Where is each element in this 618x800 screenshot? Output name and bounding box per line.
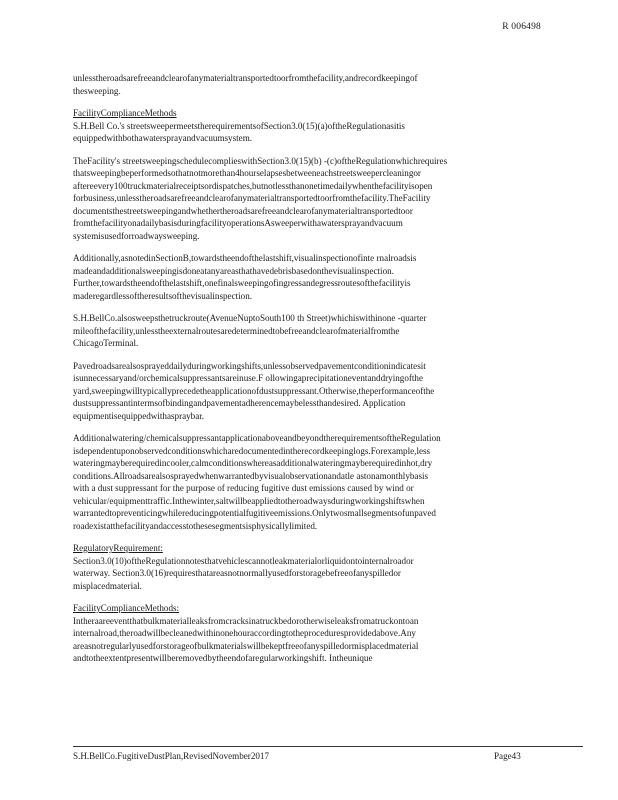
- text-line: misplacedmaterial.: [73, 580, 142, 591]
- text-line: systemisusedforroadwaysweeping.: [73, 230, 200, 241]
- bates-number: R 006498: [502, 22, 541, 32]
- paragraph: [73, 155, 547, 243]
- text-line: waterway. Section3.0(16)requiresthatareasnotnormallyusedforstoragebefreeofanyspilledor: [73, 568, 401, 578]
- text-line: fromthefacilityonadailybasisduringfacilityoperationsAsweeperwithawatersprayandvacuum: [73, 218, 403, 228]
- paragraph: [73, 602, 547, 665]
- paragraph: [73, 312, 547, 350]
- text-line: Intheraareeventthatbulkmaterialleaksfromcracksinatruckbedorotherwiseleaksfromatruckontoan: [73, 615, 419, 626]
- text-line: areasnotregularlyusedforstorageofbulkmaterialswillbekeptfreeofanyspilledormisplacedmaterial: [73, 640, 419, 651]
- text-line: isunnecessaryand/orchemicalsuppressantsareinuse.F ollowingaprecipitationeventanddryingofthe: [73, 373, 424, 383]
- paragraph: [73, 252, 547, 302]
- footer-document-title: S.H.BellCo.FugitiveDustPlan,RevisedNovember2017: [73, 751, 270, 761]
- text-line: thesweeping.: [73, 85, 121, 96]
- text-line: dustsuppressantintermsofbindingandpavementadherencemaybelessthandesired. Application: [73, 398, 406, 408]
- text-line: Pavedroadsarealsosprayeddailyduringworkingshifts,unlessobservedpavementconditionindicatesit: [73, 360, 426, 371]
- text-line: ChicagoTerminal.: [73, 338, 139, 348]
- text-line: forbusiness,unlesstheroadsarefreeandclearofanymaterialtransportedtoorfromthefacility.TheFacility: [73, 193, 431, 203]
- footer-divider: [73, 746, 583, 747]
- section-heading: RegulatoryRequirement:: [73, 543, 163, 553]
- text-line: Further,towardstheendofthelastshift,onefinalsweepingofingressandegressroutesofthefacilityis: [73, 278, 411, 288]
- text-line: mileofthefacility,unlesstheexternalroutesaredeterminedtobefreeandclearofmaterialfromthe: [73, 325, 400, 336]
- text-line: isdependentuponobservedconditionswhicharedocumentedintherecordkeepinglogs.Forexample,less: [73, 445, 431, 456]
- text-line: Section3.0(10)oftheRegulationnotesthatvehiclescannotleakmaterialorliquidontointernalroador: [73, 555, 414, 566]
- text-line: wateringmayberequiredincooler,calmconditionswhereasadditionalwateringmayberequiredinhot,dry: [73, 458, 433, 468]
- text-line: Additionalwatering/chemicalsuppressantapplicationaboveandbeyondtherequirementsoftheRegulation: [73, 433, 441, 443]
- text-line: TheFacility's streetsweepingschedulecomplieswithSection3.0(15)(b) -(c)oftheRegulationwhichrequires: [73, 155, 448, 166]
- text-line: yard,sweepingwilltypicallyprecedetheapplicationofdustsuppressant.Otherwise,theperformanceofthe: [73, 385, 435, 396]
- paragraph: [73, 107, 547, 145]
- paragraph: [73, 542, 547, 592]
- paragraph: [73, 72, 547, 97]
- text-line: madeandadditionalsweepingisdoneatanyareasthathavedebrisbasedonthevisualinspection.: [73, 265, 394, 276]
- text-line: Additionally,asnotedinSectionB,towardstheendofthelastshift,visualinspectionofinte rnalroadsis: [73, 253, 417, 263]
- paragraph: [73, 432, 547, 532]
- text-line: andtotheextentpresentwillberemovedbytheendofaregularworkingshift. Intheunique: [73, 653, 373, 663]
- paragraph: [73, 360, 547, 423]
- section-heading: FacilityComplianceMethods:: [73, 603, 180, 613]
- section-heading: FacilityComplianceMethods: [73, 108, 177, 118]
- text-line: equipmentisequippedwithaspraybar.: [73, 410, 205, 421]
- text-line: unlesstheroadsarefreeandclearofanymaterialtransportedtoorfromthefacility,andrecordkeepingof: [73, 73, 418, 83]
- document-body: [73, 72, 547, 675]
- text-line: equippedwithbothawatersprayandvacuumsystem.: [73, 133, 253, 143]
- text-line: documentsthestreetsweepingandwhethertheroadsarefreeandclearofanymaterialtransportedtoor: [73, 205, 413, 216]
- text-line: S.H.Bell Co.'s streetsweepermeetstherequirementsofSection3.0(15)(a)oftheRegulationasitis: [73, 120, 405, 131]
- text-line: S.H.BellCo.alsosweepsthetruckroute(AvenueNuptoSouth100 th Street)whichiswithinone -quarter: [73, 313, 427, 323]
- text-line: maderegardlessoftheresultsofthevisualinspection.: [73, 290, 253, 301]
- text-line: internalroad,theroadwillbecleanedwithinonehouraccordingtotheproceduresprovidedabove.Any: [73, 628, 416, 638]
- text-line: aftereevery100truckmaterialreceiptsordispatches,butnotlessthanonetimedailywhenthefacilityisopen: [73, 180, 433, 191]
- text-line: roadexistatthefacilityandaccesstothesesegmentsisphysicallylimited.: [73, 520, 318, 531]
- text-line: with a dust suppressant for the purpose of reducing fugitive dust emissions caused by wind or: [73, 483, 414, 493]
- text-line: thatsweepingbeperformedsothatnotmorethan4hourselapsesbetweeneachstreetsweepercleaningor: [73, 168, 421, 178]
- text-line: vehicular/equipmenttraffic.Inthewinter,saltwillbeappliedtotheroadwaysduringworkingshiftswhen: [73, 495, 425, 506]
- text-line: conditions.Allroadsarealsosprayedwhenwarrantedbyvisualobservationandatle astonamonthlybasis: [73, 470, 429, 481]
- footer-page-number: Page43: [494, 751, 521, 761]
- text-line: warrantedtopreventicingwhilereducingpotentialfugitiveemissions.Onlytwosmallsegmentsofunpaved: [73, 508, 436, 518]
